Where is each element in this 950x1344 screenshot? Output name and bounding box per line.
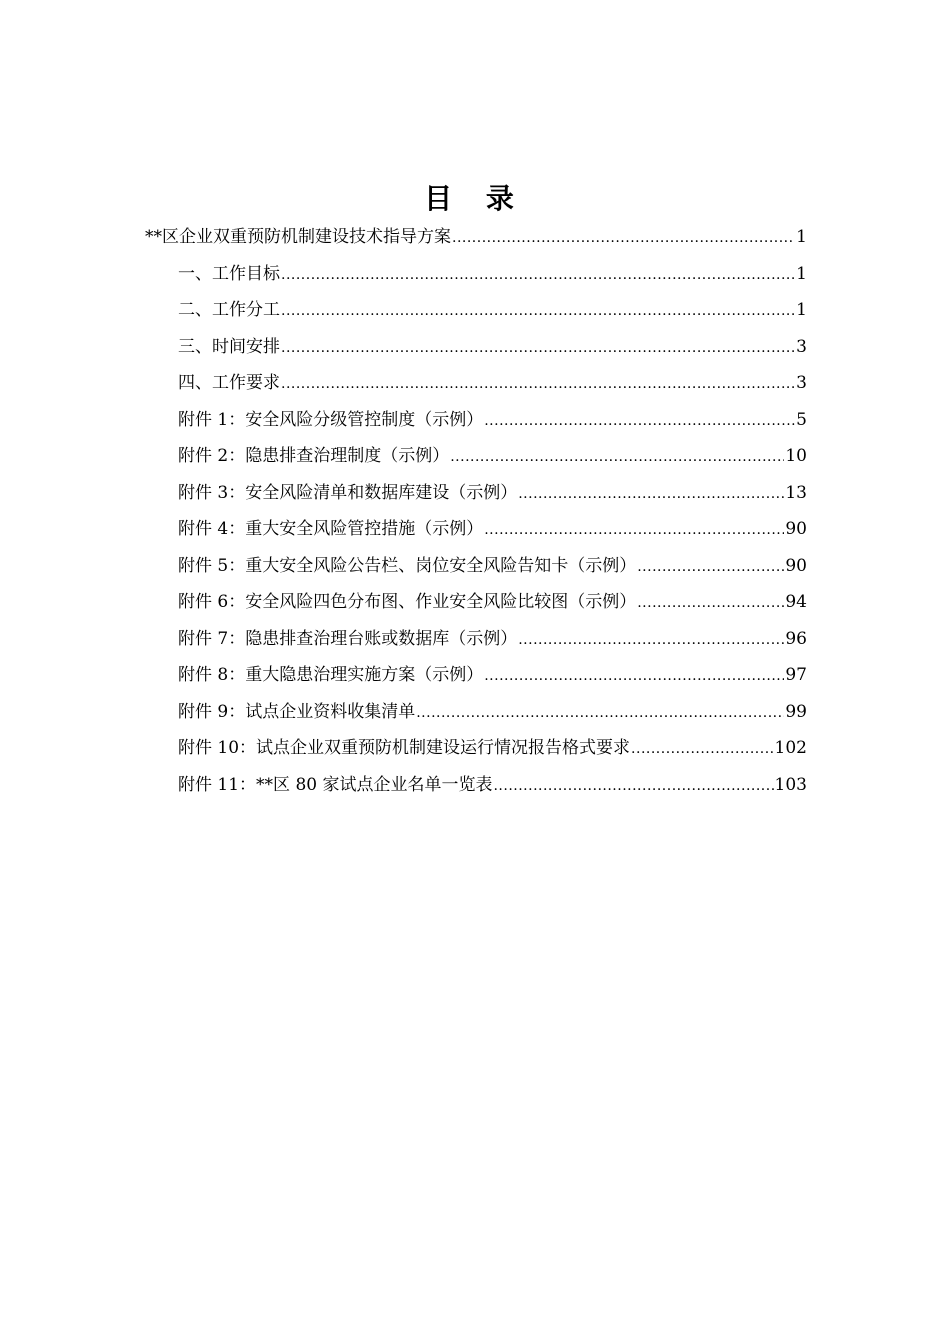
- toc-entry-page-number: 90: [785, 555, 807, 576]
- toc-entry[interactable]: [178, 697, 807, 727]
- toc-entry-text: 附件 5：重大安全风险公告栏、岗位安全风险告知卡（示例）: [178, 555, 637, 576]
- toc-entry-page-number: 1: [796, 263, 807, 284]
- toc-entry-page-number: 1: [796, 300, 807, 320]
- toc-entry-page-number: 5: [796, 409, 807, 430]
- toc-entry[interactable]: [145, 222, 807, 252]
- toc-entry-text: 四、工作要求: [178, 373, 280, 393]
- toc-dot-leader: [518, 625, 784, 655]
- toc-dot-leader: [518, 479, 784, 509]
- toc-entry-text: 附件 8：重大隐患治理实施方案（示例）: [178, 665, 484, 685]
- toc-entry-text: 附件 9：试点企业资料收集清单: [178, 701, 416, 722]
- toc-entry-page-number: 10: [785, 446, 807, 466]
- toc-entry-text: 三、时间安排: [178, 336, 280, 357]
- toc-entry-text: 附件 3：安全风险清单和数据库建设（示例）: [178, 482, 518, 503]
- toc-entry[interactable]: [178, 770, 807, 800]
- toc-entry-page-number: 99: [785, 701, 807, 722]
- toc-entry-page-number: 3: [796, 336, 807, 357]
- toc-title: 目 录: [424, 182, 526, 215]
- toc-entry-page-number: 90: [785, 519, 807, 539]
- toc-entry-text: 一、工作目标: [178, 263, 280, 284]
- toc-entry[interactable]: [178, 587, 807, 617]
- toc-entry[interactable]: [178, 733, 807, 763]
- toc-entry[interactable]: [178, 332, 807, 362]
- toc-dot-leader: [281, 260, 795, 290]
- toc-entry[interactable]: [178, 551, 807, 581]
- toc-dot-leader: [452, 223, 795, 253]
- toc-dot-leader: [416, 698, 784, 728]
- toc-dot-leader: [281, 296, 795, 326]
- toc-entry-page-number: 3: [796, 373, 807, 393]
- toc-entry-text: 附件 1：安全风险分级管控制度（示例）: [178, 409, 484, 430]
- toc-entry-page-number: 103: [774, 774, 807, 795]
- toc-entry-text: 附件 2：隐患排查治理制度（示例）: [178, 446, 450, 466]
- toc-entry-text: 附件 10：试点企业双重预防机制建设运行情况报告格式要求: [178, 738, 631, 758]
- toc-entry-page-number: 102: [774, 738, 807, 758]
- toc-entry[interactable]: [178, 660, 807, 690]
- toc-entry-text: **区企业双重预防机制建设技术指导方案: [145, 227, 451, 247]
- toc-dot-leader: [281, 333, 795, 363]
- toc-entry[interactable]: [178, 405, 807, 435]
- toc-entry-page-number: 1: [796, 227, 807, 247]
- toc-dot-leader: [450, 442, 784, 472]
- toc-dot-leader: [637, 552, 784, 582]
- toc-dot-leader: [637, 588, 784, 618]
- toc-entry-text: 二、工作分工: [178, 300, 280, 320]
- toc-entry-text: 附件 6：安全风险四色分布图、作业安全风险比较图（示例）: [178, 592, 637, 612]
- toc-dot-leader: [484, 406, 795, 436]
- toc-entry[interactable]: [178, 368, 807, 398]
- toc-entry[interactable]: [178, 295, 807, 325]
- toc-dot-leader: [281, 369, 795, 399]
- toc-dot-leader: [484, 661, 784, 691]
- toc-entry[interactable]: [178, 514, 807, 544]
- toc-entry[interactable]: [178, 441, 807, 471]
- toc-entry-page-number: 96: [785, 628, 807, 649]
- toc-entry-text: 附件 4：重大安全风险管控措施（示例）: [178, 519, 484, 539]
- toc-entry-page-number: 97: [785, 665, 807, 685]
- toc-entry-text: 附件 11：**区 80 家试点企业名单一览表: [178, 774, 493, 795]
- toc-entry[interactable]: [178, 624, 807, 654]
- toc-entry-page-number: 94: [785, 592, 807, 612]
- toc-dot-leader: [631, 734, 774, 764]
- toc-dot-leader: [484, 515, 784, 545]
- toc-entry[interactable]: [178, 259, 807, 289]
- toc-dot-leader: [493, 771, 773, 801]
- toc-entry-text: 附件 7：隐患排查治理台账或数据库（示例）: [178, 628, 518, 649]
- toc-entry-page-number: 13: [785, 482, 807, 503]
- toc-entry[interactable]: [178, 478, 807, 508]
